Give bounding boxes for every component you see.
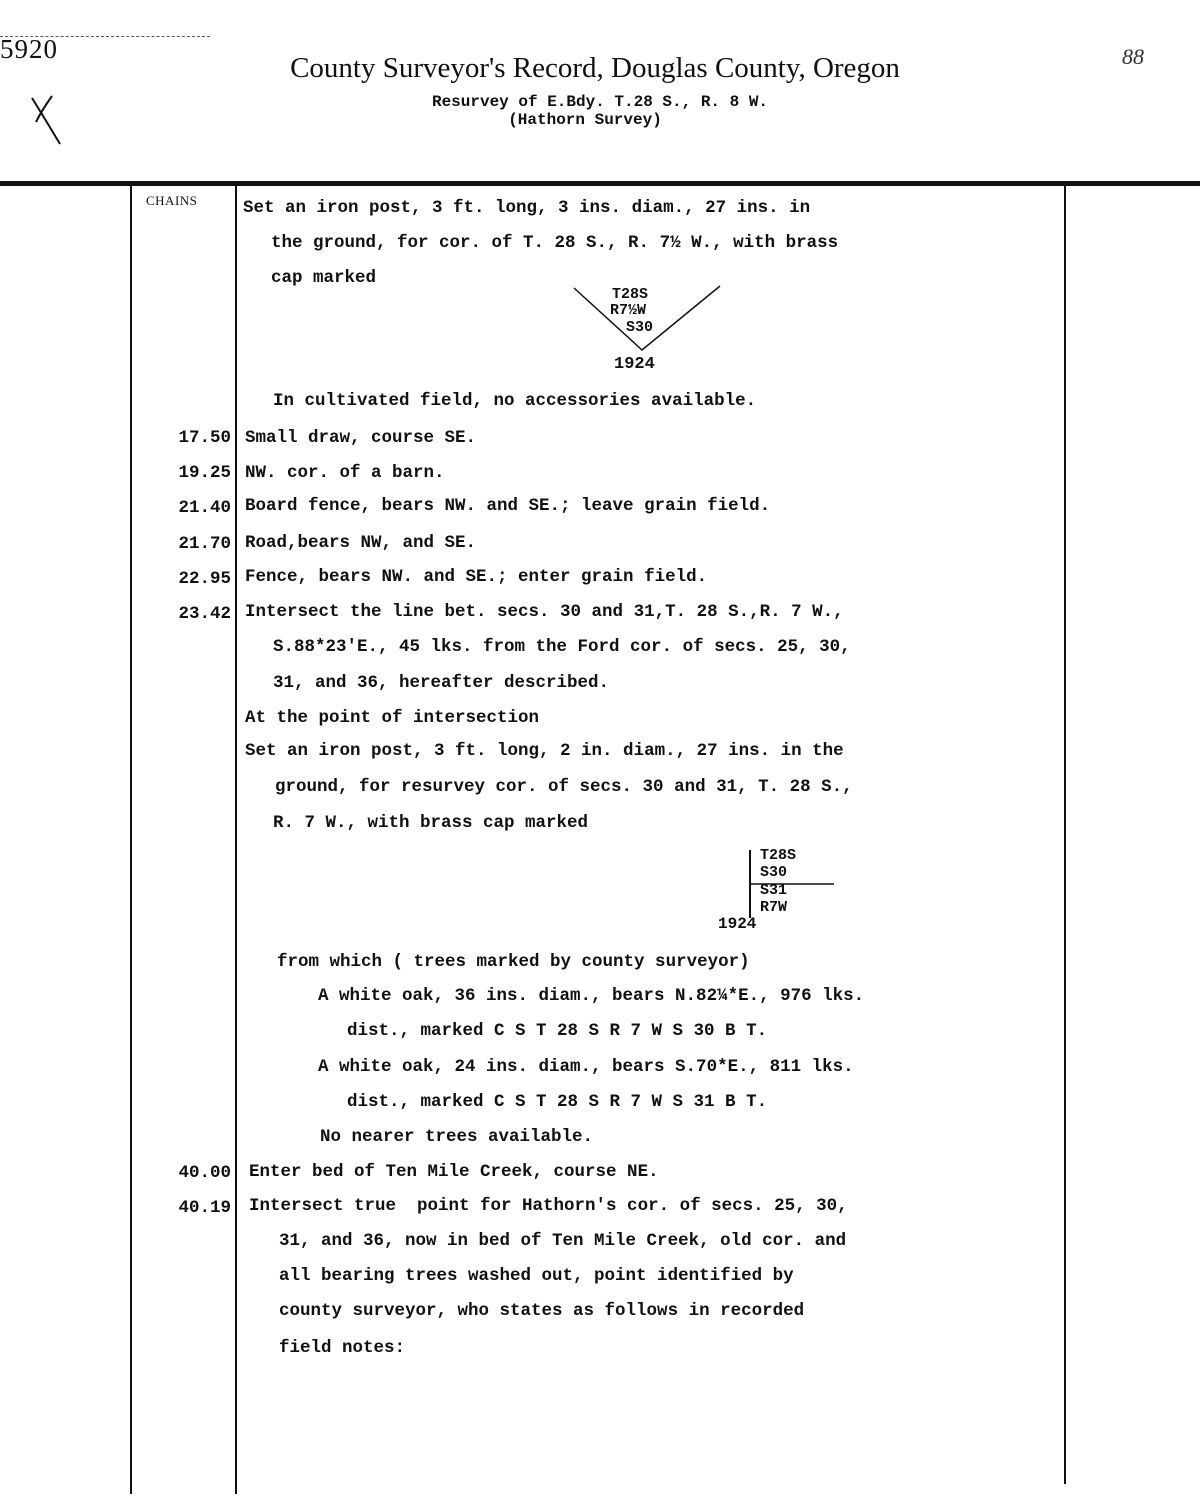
brass-cap-mark-section-corner (716, 846, 856, 936)
entry-text-line: R. 7 W., with brass cap marked (273, 813, 589, 833)
entry-text-line: Board fence, bears NW. and SE.; leave grain field. (245, 496, 771, 516)
cap-mark-line: T28S (760, 847, 797, 864)
cap-mark-year: 1924 (614, 355, 655, 374)
table-right-rule (1064, 184, 1066, 1484)
chain-distance: 23.42 (178, 604, 231, 624)
cap-mark-year: 1924 (718, 915, 757, 933)
cap-mark-line: S31 (760, 882, 788, 899)
entry-text-line: county surveyor, who states as follows in recorded (279, 1301, 805, 1321)
entry-text-line: all bearing trees washed out, point identified by (279, 1266, 794, 1286)
cap-mark-line: S30 (760, 864, 788, 881)
table-top-rule (0, 181, 1200, 186)
entry-text-line: 31, and 36, now in bed of Ten Mile Creek, old cor. and (279, 1231, 847, 1251)
entry-text-line: from which ( trees marked by county surveyor) (277, 952, 750, 972)
entry-text-line: No nearer trees available. (320, 1127, 594, 1147)
chain-distance: 17.50 (178, 428, 231, 448)
chain-distance: 21.70 (178, 534, 231, 554)
chains-column-header: CHAINS (146, 193, 198, 208)
document-number: 5920 (0, 34, 58, 64)
subtitle-survey-name: (Hathorn Survey) (508, 111, 662, 129)
entry-text-line: Set an iron post, 3 ft. long, 3 ins. diam., 27 ins. in (243, 198, 811, 218)
cap-mark-line: S30 (626, 319, 654, 336)
entry-text-line: 31, and 36, hereafter described. (273, 673, 610, 693)
cap-mark-line: R7W (760, 899, 788, 916)
entry-text-line: the ground, for cor. of T. 28 S., R. 7½ W., with brass (271, 233, 839, 253)
chain-distance: 40.00 (178, 1163, 231, 1183)
entry-text-line: Intersect true point for Hathorn's cor. of secs. 25, 30, (249, 1196, 848, 1216)
chain-distance: 19.25 (178, 463, 231, 483)
bearing-tree-line: A white oak, 36 ins. diam., bears N.82¼*E., 976 lks. (318, 986, 865, 1006)
entry-text-line: cap marked (271, 268, 377, 288)
entry-text-line: field notes: (279, 1338, 406, 1358)
entry-text-line: Small draw, course SE. (245, 428, 477, 448)
cap-mark-line: T28S (612, 286, 649, 303)
page-title: County Surveyor's Record, Douglas County, Oregon (290, 52, 900, 84)
bearing-tree-line: dist., marked C S T 28 S R 7 W S 31 B T. (347, 1092, 768, 1112)
bearing-tree-line: A white oak, 24 ins. diam., bears S.70*E., 811 lks. (318, 1057, 854, 1077)
entry-text-line: Road,bears NW, and SE. (245, 533, 477, 553)
entry-text-line: Fence, bears NW. and SE.; enter grain field. (245, 567, 708, 587)
entry-text-line: S.88*23'E., 45 lks. from the Ford cor. of secs. 25, 30, (273, 637, 851, 657)
table-left-rule (130, 184, 132, 1494)
bearing-tree-line: dist., marked C S T 28 S R 7 W S 30 B T. (347, 1021, 768, 1041)
chains-column-rule (235, 184, 237, 1494)
brass-cap-mark-township-corner (570, 284, 730, 384)
chain-distance: 40.19 (178, 1198, 231, 1218)
entry-text-line: At the point of intersection (245, 708, 540, 728)
entry-text-line: ground, for resurvey cor. of secs. 30 and 31, T. 28 S., (275, 777, 853, 797)
chain-distance: 21.40 (178, 498, 231, 518)
entry-text-line: Intersect the line bet. secs. 30 and 31,T. 28 S.,R. 7 W., (245, 602, 844, 622)
entry-text-line: Set an iron post, 3 ft. long, 2 in. diam., 27 ins. in the (245, 741, 844, 761)
entry-text-line: In cultivated field, no accessories available. (273, 391, 757, 411)
subtitle-survey: Resurvey of E.Bdy. T.28 S., R. 8 W. (431, 93, 769, 111)
page-number: 88 (1122, 44, 1144, 69)
entry-text-line: Enter bed of Ten Mile Creek, course NE. (249, 1162, 659, 1182)
entry-text-line: NW. cor. of a barn. (245, 463, 445, 483)
chain-distance: 22.95 (178, 569, 231, 589)
cap-mark-line: R7½W (610, 302, 647, 319)
